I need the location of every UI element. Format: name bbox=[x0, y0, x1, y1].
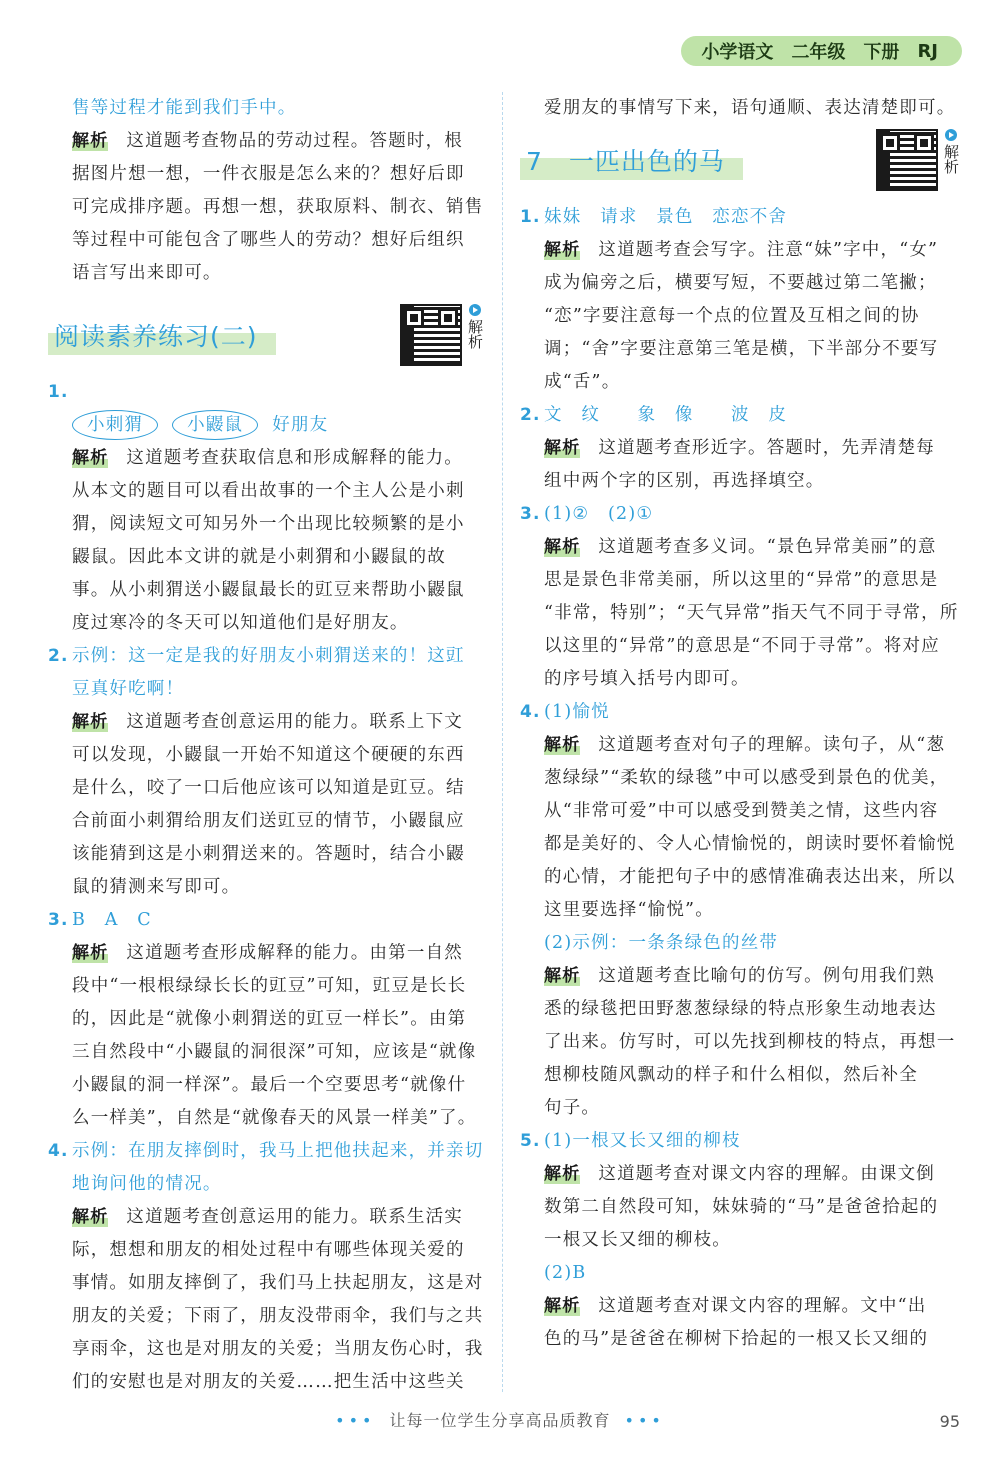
question-number: 1. bbox=[48, 382, 69, 402]
section-header-reading bbox=[48, 304, 484, 366]
analysis-label: 解析 bbox=[72, 712, 109, 732]
sub-analysis-5 bbox=[520, 1290, 960, 1356]
answer-tail: 好朋友 bbox=[272, 415, 329, 435]
analysis-text: 这道题考查物品的劳动过程。答题时，根 据图片想一想，一件衣服是怎么来的？想好后即 可完成排序题。再想一想，获取原料、制衣、销售 等过程中可能包含了哪些人的劳动？想好后组织 语言写出来即可。 bbox=[72, 131, 484, 283]
analysis-label: 解析 bbox=[72, 1207, 109, 1227]
header-edition: RJ bbox=[917, 40, 938, 62]
column-divider bbox=[502, 92, 503, 1392]
analysis-text: 这道题考查获取信息和形成解释的能力。 从本文的题目可以看出故事的一个主人公是小刺 猬，阅读短文可知另外一个出现比较频繁的是小 鼹鼠。因此本文讲的就是小刺猬和小鼹鼠的故 事。从小刺猬送小鼹鼠最长的豇豆来帮助小鼹鼠 度过寒冷的冬天可以知道他们是好朋友。 bbox=[72, 448, 465, 633]
analysis-label: 解析 bbox=[544, 1164, 581, 1184]
question-2 bbox=[520, 399, 960, 432]
section-title: 阅读素养练习(二) bbox=[48, 315, 276, 355]
analysis-1 bbox=[520, 234, 960, 399]
footer-slogan: 让每一位学生分享高品质教育 bbox=[389, 1411, 611, 1430]
analysis-label: 解析 bbox=[72, 131, 109, 151]
left-top-answer: 售等过程才能到我们手中。 bbox=[72, 98, 297, 118]
analysis-text: 这道题考查对课文内容的理解。文中“出 色的马”是爸爸在柳树下拾起的一根又长又细的 bbox=[544, 1296, 929, 1349]
question-number: 3. bbox=[48, 910, 69, 930]
analysis-4 bbox=[48, 1201, 484, 1399]
question-number: 5. bbox=[520, 1131, 541, 1151]
sub-answer: (2)示例：一条条绿色的丝带 bbox=[544, 933, 779, 953]
analysis-label: 解析 bbox=[544, 240, 581, 260]
question-number: 4. bbox=[520, 702, 541, 722]
qr-code-block[interactable] bbox=[876, 129, 960, 191]
question-answer: (1)愉悦 bbox=[544, 702, 610, 722]
analysis-3 bbox=[520, 531, 960, 696]
question-3 bbox=[48, 904, 484, 937]
page-number: 95 bbox=[939, 1412, 960, 1431]
analysis-2 bbox=[48, 706, 484, 904]
header-grade: 二年级 bbox=[791, 42, 846, 63]
analysis-text: 这道题考查创意运用的能力。联系生活实 际，想想和朋友的相处过程中有哪些体现关爱的 事情。如朋友摔倒了，我们马上扶起朋友，这是对 朋友的关爱；下雨了，朋友没带雨伞，我们与之共 享雨伞，这也是对朋友的关爱；当朋友伤心时，我 们的安慰也是对朋友的关爱……把生活中这些关 bbox=[72, 1207, 484, 1392]
qr-label: 解析 bbox=[466, 319, 484, 349]
analysis-label: 解析 bbox=[544, 537, 581, 557]
qr-side bbox=[942, 129, 960, 174]
question-4 bbox=[520, 696, 960, 729]
question-3 bbox=[520, 498, 960, 531]
question-1 bbox=[520, 201, 960, 234]
analysis-text: 这道题考查形近字。答题时，先弄清楚每 组中两个字的区别，再选择填空。 bbox=[544, 438, 936, 491]
section-header-lesson bbox=[520, 129, 960, 191]
question-number: 1. bbox=[520, 207, 541, 227]
question-answer bbox=[72, 376, 328, 442]
analysis-label: 解析 bbox=[544, 735, 581, 755]
section-title: 7 一匹出色的马 bbox=[520, 140, 743, 180]
circled-answer: 小鼹鼠 bbox=[172, 410, 258, 440]
question-2 bbox=[48, 640, 484, 706]
analysis-4 bbox=[520, 729, 960, 927]
right-top-line: 爱朋友的事情写下来，语句通顺、表达清楚即可。 bbox=[544, 98, 956, 118]
question-answer: 妹妹 请求 景色 恋恋不舍 bbox=[544, 207, 788, 227]
footer-dots-left: ••• bbox=[335, 1411, 376, 1430]
analysis-text: 这道题考查对课文内容的理解。由课文倒 数第二自然段可知，妹妹骑的“马”是爸爸拾起的 一根又长又细的柳枝。 bbox=[544, 1164, 939, 1250]
analysis-text: 这道题考查创意运用的能力。联系上下文 可以发现，小鼹鼠一开始不知道这个硬硬的东西 是什么，咬了一口后他应该可以知道是豇豆。结 合前面小刺猬给朋友们送豇豆的情节，小鼹鼠应 该能猜到这是小刺猬送来的。答题时，结合小鼹 鼠的猜测来写即可。 bbox=[72, 712, 465, 897]
footer-dots-right: ••• bbox=[624, 1411, 665, 1430]
qr-code-block[interactable] bbox=[400, 304, 484, 366]
question-number: 3. bbox=[520, 504, 541, 524]
analysis-text: 这道题考查比喻句的仿写。例句用我们熟 悉的绿毯把田野葱葱绿绿的特点形象生动地表达 了出来。仿写时，可以先找到柳枝的特点，再想一 想柳枝随风飘动的样子和什么相似，然后补全 句子。 bbox=[544, 966, 956, 1118]
play-icon bbox=[469, 304, 481, 316]
question-answer: 示例：在朋友摔倒时，我马上把他扶起来，并亲切 地询问他的情况。 bbox=[72, 1141, 484, 1194]
question-answer: 文 纹 象 像 波 皮 bbox=[544, 405, 788, 425]
question-number: 2. bbox=[48, 646, 69, 666]
analysis-text: 这道题考查形成解释的能力。由第一自然 段中“一根根绿绿长长的豇豆”可知，豇豆是长长 的，因此是“就像小刺猬送的豇豆一样长”。由第 三自然段中“小鼹鼠的洞很深”可知，应该是“就像 小鼹鼠的洞一样深”。最后一个空要思考“就像什 么一样美”，自然是“就像春天的风景一样美”了。 bbox=[72, 943, 477, 1128]
header-term: 下册 bbox=[863, 42, 900, 63]
header-tag bbox=[681, 36, 962, 66]
page-footer bbox=[0, 1408, 1000, 1431]
analysis-label: 解析 bbox=[544, 1296, 581, 1316]
sub-answer: (2)B bbox=[544, 1263, 587, 1283]
analysis-2 bbox=[520, 432, 960, 498]
analysis-label: 解析 bbox=[72, 943, 109, 963]
analysis-label: 解析 bbox=[544, 438, 581, 458]
analysis-3 bbox=[48, 937, 484, 1135]
question-answer: (1)② (2)① bbox=[544, 504, 654, 524]
question-answer: 示例：这一定是我的好朋友小刺猬送来的！这豇 豆真好吃啊！ bbox=[72, 646, 465, 699]
qr-label: 解析 bbox=[942, 144, 960, 174]
question-1 bbox=[48, 376, 484, 442]
qr-code-icon[interactable] bbox=[400, 304, 462, 366]
analysis-text: 这道题考查会写字。注意“妹”字中，“女” 成为偏旁之后，横要写短，不要越过第二笔撇； “恋”字要注意每一个点的位置及互相之间的协 调；“舍”字要注意第三笔是横，下半部分不要写 成“舌”。 bbox=[544, 240, 939, 392]
question-5 bbox=[520, 1125, 960, 1158]
circled-answer: 小刺猬 bbox=[72, 410, 158, 440]
question-4 bbox=[48, 1135, 484, 1201]
question-answer: (1)一根又长又细的柳枝 bbox=[544, 1131, 741, 1151]
analysis-label: 解析 bbox=[72, 448, 109, 468]
analysis-5 bbox=[520, 1158, 960, 1257]
analysis-text: 这道题考查对句子的理解。读句子，从“葱 葱绿绿”“柔软的绿毯”中可以感受到景色的优美， 从“非常可爱”中可以感受到赞美之情，这些内容 都是美好的、令人心情愉悦的，朗读时要怀着愉悦 的心情，才能把句子中的感情准确表达出来，所以 这里要选择“愉悦”。 bbox=[544, 735, 956, 920]
sub-analysis-4 bbox=[520, 960, 960, 1125]
question-answer: B A C bbox=[72, 910, 152, 930]
right-column bbox=[520, 92, 960, 1356]
analysis-text: 这道题考查多义词。“景色异常美丽”的意 思是景色非常美丽，所以这里的“异常”的意思是 “非常，特别”；“天气异常”指天气不同于寻常，所 以这里的“异常”的意思是“不同于寻常”。将对应 的序号填入括号内即可。 bbox=[544, 537, 959, 689]
header-subject: 小学语文 bbox=[701, 42, 774, 63]
left-column bbox=[48, 92, 484, 1399]
question-number: 2. bbox=[520, 405, 541, 425]
qr-side bbox=[466, 304, 484, 349]
left-intro-analysis bbox=[48, 125, 484, 290]
qr-code-icon[interactable] bbox=[876, 129, 938, 191]
analysis-label: 解析 bbox=[544, 966, 581, 986]
play-icon bbox=[945, 129, 957, 141]
analysis-1 bbox=[48, 442, 484, 640]
question-number: 4. bbox=[48, 1141, 69, 1161]
